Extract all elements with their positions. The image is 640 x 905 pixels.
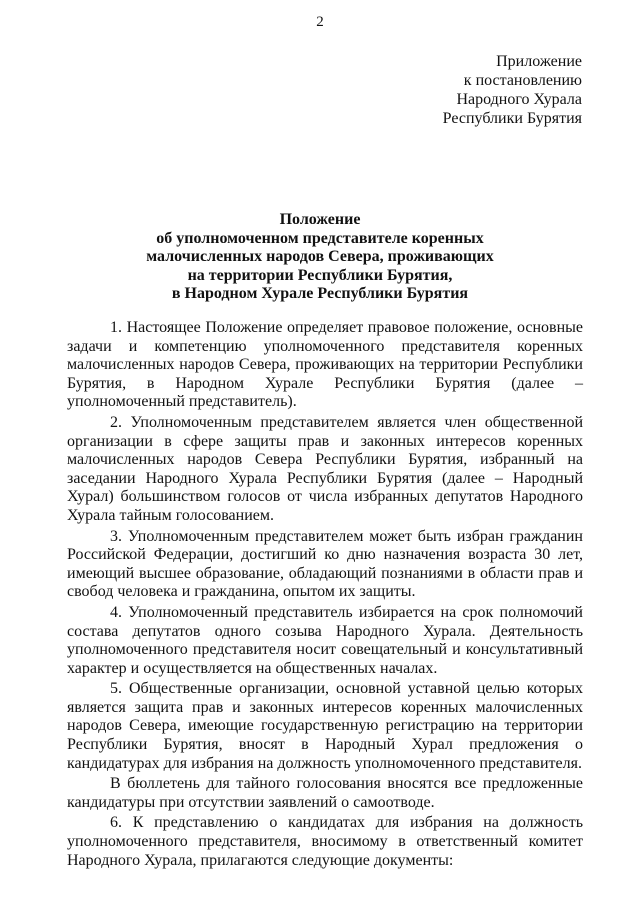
appendix-line: к постановлению bbox=[463, 72, 582, 89]
paragraph-6: 6. К представлению о кандидатах для избрания на должность уполномоченного представителя, вносимому в ответственный комитет Народного Хурала, прилагаются следующие документы: bbox=[67, 814, 583, 869]
paragraph-1: 1. Настоящее Положение определяет правовое положение, основные задачи и компетенцию уполномоченного представителя коренных малочисленных народов Севера, проживающих на территории Республики Бурятия, в Народном Хурале Республики Бурятия (далее – уполномоченный представитель). bbox=[67, 319, 583, 411]
paragraph-3: 3. Уполномоченным представителем может быть избран гражданин Российской Федерации, достигший ко дню назначения возраста 30 лет, имеющий высшее образование, обладающий познаниями в области прав и свобод человека и гражданина, опытом их защиты. bbox=[67, 527, 583, 601]
appendix-line: Республики Бурятия bbox=[442, 110, 582, 127]
document-title bbox=[0, 211, 640, 304]
paragraph-5: 5. Общественные организации, основной уставной целью которых является защита прав и законных интересов коренных малочисленных народов Севера, имеющие государственную регистрацию на территории Республики Бурятия, вносят в Народный Хурал предложения о кандидатурах для избрания на должность уполномоченного представителя. bbox=[67, 680, 583, 772]
paragraph-2: 2. Уполномоченным представителем является член общественной организации в сфере защиты прав и законных интересов коренных малочисленных народов Севера Республики Бурятия, избранный на заседании Народного Хурала Республики Бурятия (далее – Народный Хурал) большинством голосов от числа избранных депутатов Народного Хурала тайным голосованием. bbox=[67, 413, 583, 524]
title-line: в Народном Хурале Республики Бурятия bbox=[171, 285, 469, 302]
paragraph-4: 4. Уполномоченный представитель избирается на срок полномочий состава депутатов одного созыва Народного Хурала. Деятельность уполномоченного представителя носит совещательный и консультативный характер и осуществляется на общественных началах. bbox=[67, 603, 583, 677]
appendix-block bbox=[443, 52, 582, 128]
page-number: 2 bbox=[316, 14, 324, 30]
appendix-line: Народного Хурала bbox=[456, 91, 582, 108]
title-line: на территории Республики Бурятия, bbox=[187, 266, 453, 284]
title-line: об уполномоченном представителе коренных bbox=[156, 229, 484, 247]
title-line: Положение bbox=[279, 211, 361, 228]
title-line: малочисленных народов Севера, проживающих bbox=[146, 248, 494, 265]
appendix-line: Приложение bbox=[496, 53, 582, 70]
paragraph-5-continued: В бюллетень для тайного голосования вносятся все предложенные кандидатуры при отсутствии заявлений о самоотводе. bbox=[67, 775, 583, 811]
document-body bbox=[67, 319, 583, 872]
